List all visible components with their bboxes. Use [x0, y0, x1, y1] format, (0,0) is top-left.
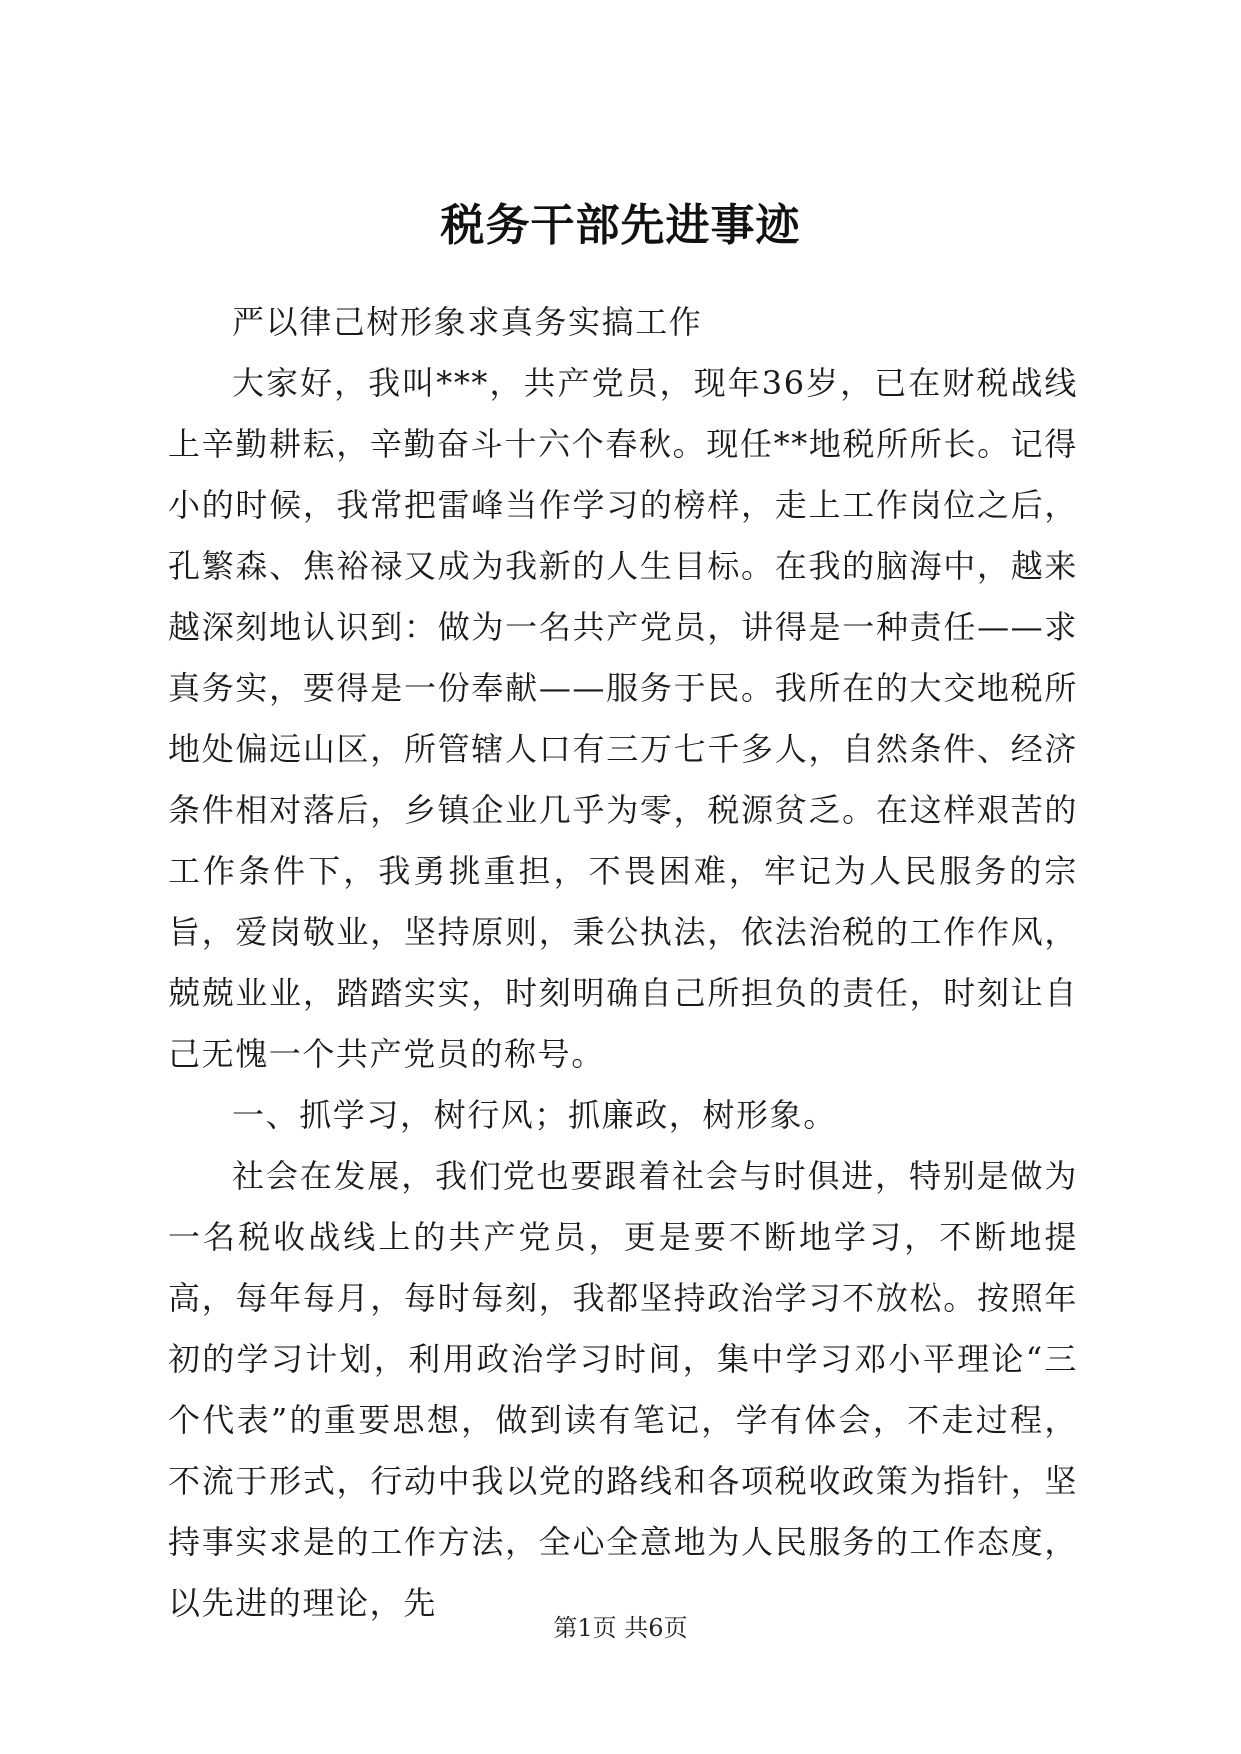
section-heading-paragraph: 一、抓学习，树行风；抓廉政，树形象。: [232, 1096, 837, 1134]
document-title: 税务干部先进事迹: [440, 200, 801, 251]
study-paragraph: 社会在发展，我们党也要跟着社会与时俱进，特别是做为一名税收战线上的共产党员，更是要不断地学习，不断地提高，每年每月，每时每刻，我都坚持政治学习不放松。按照年初的学习计划，利用政治学习时间，集中学习邓小平理论“三个代表”的重要思想，做到读有笔记，学有体会，不走过程，不流于形式，行动中我以党的路线和各项税收政策为指针，坚持事实求是的工作方法，全心全意地为人民服务的工作态度，以先进的理论，先: [168, 1157, 1078, 1622]
intro-paragraph: 大家好，我叫***，共产党员，现年36岁，已在财税战线上辛勤耕耘，辛勤奋斗十六个春秋。现任**地税所所长。记得小的时候，我常把雷峰当作学习的榜样，走上工作岗位之后，孔繁森、焦裕禄又成为我新的人生目标。在我的脑海中，越来越深刻地认识到：做为一名共产党员，讲得是一种责任——求真务实，要得是一份奉献——服务于民。我所在的大交地税所地处偏远山区，所管辖人口有三万七千多人，自然条件、经济条件相对落后，乡镇企业几乎为零，税源贫乏。在这样艰苦的工作条件下，我勇挑重担，不畏困难，牢记为人民服务的宗旨，爱岗敬业，坚持原则，秉公执法，依法治税的工作作风，兢兢业业，踏踏实实，时刻明确自己所担负的责任，时刻让自己无愧一个共产党员的称号。: [168, 364, 1078, 1073]
page-number-footer: 第1页 共6页: [553, 1614, 688, 1642]
subtitle-paragraph: 严以律己树形象求真务实搞工作: [232, 303, 703, 341]
document-body: [168, 292, 1078, 1634]
